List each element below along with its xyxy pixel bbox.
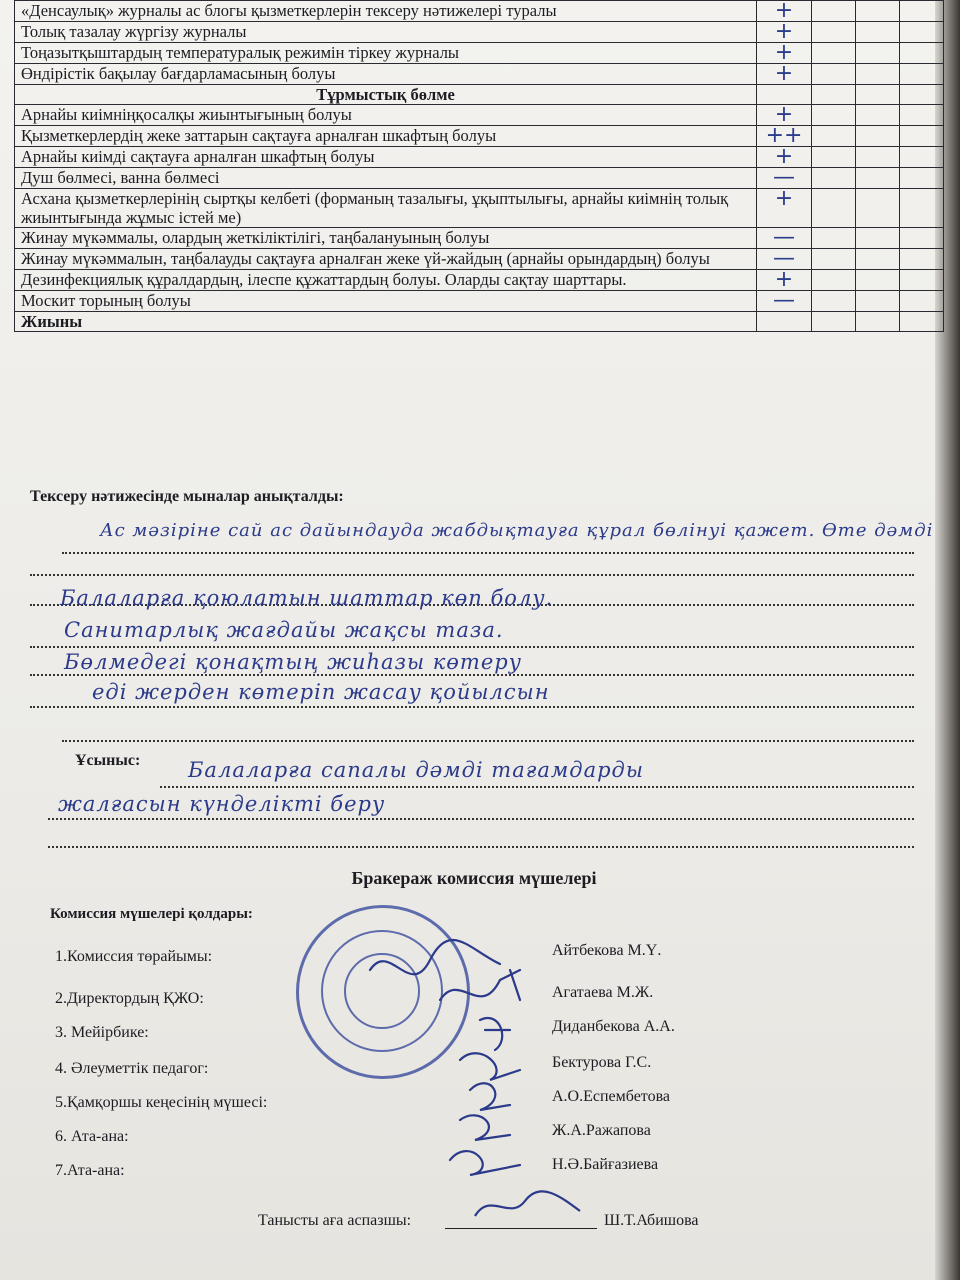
dotted-line <box>48 818 914 820</box>
empty-cell <box>811 249 855 270</box>
empty-cell <box>899 249 943 270</box>
empty-cell <box>855 43 899 64</box>
table-row <box>15 189 944 228</box>
row-label: «Денсаулық» журналы ас блогы қызметкерлерін тексеру нәтижелері туралы <box>15 1 757 22</box>
empty-cell <box>811 64 855 85</box>
dotted-line <box>30 646 914 648</box>
empty-cell <box>855 168 899 189</box>
row-mark: + <box>757 1 812 22</box>
empty-cell <box>855 105 899 126</box>
dotted-line <box>30 574 914 576</box>
total-row <box>15 312 944 332</box>
row-mark <box>757 312 812 332</box>
empty-cell <box>811 126 855 147</box>
row-mark: + <box>757 105 812 126</box>
table-row <box>15 126 944 147</box>
empty-cell <box>855 147 899 168</box>
empty-cell <box>899 189 943 228</box>
empty-cell <box>855 249 899 270</box>
row-mark: — <box>757 249 812 270</box>
footer-label: Танысты аға аспазшы: <box>258 1212 412 1229</box>
row-label: Дезинфекциялық құралдардың, ілеспе құжаттардың болуы. Оларды сақтау шарттары. <box>15 270 757 291</box>
table-row <box>15 270 944 291</box>
empty-cell <box>899 85 943 105</box>
member-role: 3. Мейірбике: <box>55 1024 149 1041</box>
section-row <box>15 85 944 105</box>
dotted-line <box>62 740 914 742</box>
handwritten-finding-2: Балаларға қоюлатын шаттар көп болу. <box>60 586 554 610</box>
empty-cell <box>811 1 855 22</box>
handwritten-finding-1: Ас мәзіріне сай ас дайындауда жабдықтауға құрал бөлінуі қажет. Өте дәмді <box>100 520 934 541</box>
handwritten-finding-4: Бөлмедегі қонақтың жиһазы көтеру <box>64 650 522 674</box>
row-label: Тұрмыстық бөлме <box>15 85 757 105</box>
table-row <box>15 105 944 126</box>
member-name: Айтбекова М.Ү. <box>552 942 662 959</box>
empty-cell <box>811 85 855 105</box>
signature-line <box>445 1228 597 1229</box>
row-mark: + <box>757 147 812 168</box>
empty-cell <box>899 168 943 189</box>
row-mark: ++ <box>757 126 812 147</box>
member-role: 5.Қамқоршы кеңесінің мүшесі: <box>55 1094 268 1111</box>
findings-title: Тексеру нәтижесінде мыналар анықталды: <box>30 488 344 505</box>
row-mark: + <box>757 64 812 85</box>
row-mark: + <box>757 43 812 64</box>
empty-cell <box>811 43 855 64</box>
empty-cell <box>811 270 855 291</box>
row-label: Толық тазалау жүргізу журналы <box>15 22 757 43</box>
dotted-line <box>48 846 914 848</box>
empty-cell <box>811 189 855 228</box>
row-mark: — <box>757 291 812 312</box>
row-label: Арнайы киімніңқосалқы жиынтығының болуы <box>15 105 757 126</box>
member-name: Диданбекова А.А. <box>552 1018 675 1035</box>
member-role: 1.Комиссия төрайымы: <box>55 948 213 965</box>
row-label: Арнайы киімді сақтауға арналған шкафтың болуы <box>15 147 757 168</box>
table-row <box>15 22 944 43</box>
signature-5 <box>470 1083 510 1110</box>
empty-cell <box>855 85 899 105</box>
table-row <box>15 147 944 168</box>
empty-cell <box>899 291 943 312</box>
empty-cell <box>855 189 899 228</box>
empty-cell <box>811 168 855 189</box>
empty-cell <box>811 291 855 312</box>
empty-cell <box>855 22 899 43</box>
table-row <box>15 249 944 270</box>
handwritten-proposal-2: жалғасын күнделікті беру <box>58 792 386 816</box>
empty-cell <box>899 147 943 168</box>
member-role: 6. Ата-ана: <box>55 1128 129 1145</box>
proposal-title: Ұсыныс: <box>75 752 141 769</box>
member-name: Агатаева М.Ж. <box>552 984 654 1001</box>
member-name: Бектурова Г.С. <box>552 1054 652 1071</box>
sign-heading: Комиссия мүшелері қолдары: <box>50 906 253 922</box>
member-role: 2.Директордың ҚЖО: <box>55 990 204 1007</box>
signatures <box>360 930 560 1200</box>
signature-1 <box>370 940 500 974</box>
empty-cell <box>899 270 943 291</box>
row-mark: — <box>757 228 812 249</box>
dotted-line <box>30 674 914 676</box>
row-mark: + <box>757 22 812 43</box>
inspection-table <box>14 0 944 332</box>
empty-cell <box>855 228 899 249</box>
empty-cell <box>811 228 855 249</box>
row-mark: + <box>757 270 812 291</box>
handwritten-finding-5: еді жерден көтеріп жасау қойылсын <box>92 680 550 704</box>
member-name: Ж.А.Ражапова <box>552 1122 651 1139</box>
table-row <box>15 228 944 249</box>
row-mark: + <box>757 189 812 228</box>
signature-6 <box>460 1115 510 1140</box>
member-name: Н.Ә.Байғазиева <box>552 1156 659 1173</box>
handwritten-proposal-1: Балаларға сапалы дәмді тағамдарды <box>188 758 644 782</box>
empty-cell <box>855 64 899 85</box>
empty-cell <box>899 1 943 22</box>
row-mark: — <box>757 168 812 189</box>
empty-cell <box>899 43 943 64</box>
table-row <box>15 168 944 189</box>
signature-4 <box>460 1053 520 1080</box>
empty-cell <box>899 312 943 332</box>
signature-3 <box>480 1018 510 1050</box>
empty-cell <box>899 105 943 126</box>
empty-cell <box>855 126 899 147</box>
row-label: Қызметкерлердің жеке заттарын сақтауға арналған шкафтың болуы <box>15 126 757 147</box>
empty-cell <box>899 126 943 147</box>
signature-7 <box>450 1151 520 1175</box>
empty-cell <box>811 312 855 332</box>
table-row <box>15 1 944 22</box>
row-label: Жинау мүкәммалы, олардың жеткіліктілігі, таңбалануының болуы <box>15 228 757 249</box>
empty-cell <box>811 22 855 43</box>
member-role: 4. Әлеуметтік педагог: <box>55 1060 209 1077</box>
row-label: Душ бөлмесі, ванна бөлмесі <box>15 168 757 189</box>
footer-name: Ш.Т.Абишова <box>604 1212 699 1229</box>
empty-cell <box>855 1 899 22</box>
table-row <box>15 64 944 85</box>
commission-title: Бракераж комиссия мүшелері <box>351 868 597 888</box>
member-name: А.О.Еспембетова <box>552 1088 671 1105</box>
table-row <box>15 291 944 312</box>
row-label: Москит торының болуы <box>15 291 757 312</box>
empty-cell <box>855 270 899 291</box>
dotted-line <box>30 706 914 708</box>
row-label: Жиыны <box>15 312 757 332</box>
dotted-line <box>160 786 914 788</box>
row-label: Өндірістік бақылау бағдарламасының болуы <box>15 64 757 85</box>
empty-cell <box>811 105 855 126</box>
row-label: Жинау мүкәммалын, таңбалауды сақтауға арналған жеке үй-жайдың (арнайы орындардың) болуы <box>15 249 757 270</box>
member-role: 7.Ата-ана: <box>55 1162 125 1179</box>
empty-cell <box>899 64 943 85</box>
handwritten-finding-3: Санитарлық жағдайы жақсы таза. <box>64 618 504 642</box>
signature-2 <box>440 970 520 1000</box>
empty-cell <box>899 228 943 249</box>
chef-signature <box>470 1186 590 1226</box>
empty-cell <box>899 22 943 43</box>
dotted-line <box>62 552 914 554</box>
table-row <box>15 43 944 64</box>
empty-cell <box>855 291 899 312</box>
row-label: Асхана қызметкерлерінің сыртқы келбеті (форманың тазалығы, ұқыптылығы, арнайы киімнің толық жиынтығында жұмыс істей ме) <box>15 189 757 228</box>
empty-cell <box>811 147 855 168</box>
empty-cell <box>855 312 899 332</box>
row-label: Тоңазытқыштардың температуралық режимін тіркеу журналы <box>15 43 757 64</box>
